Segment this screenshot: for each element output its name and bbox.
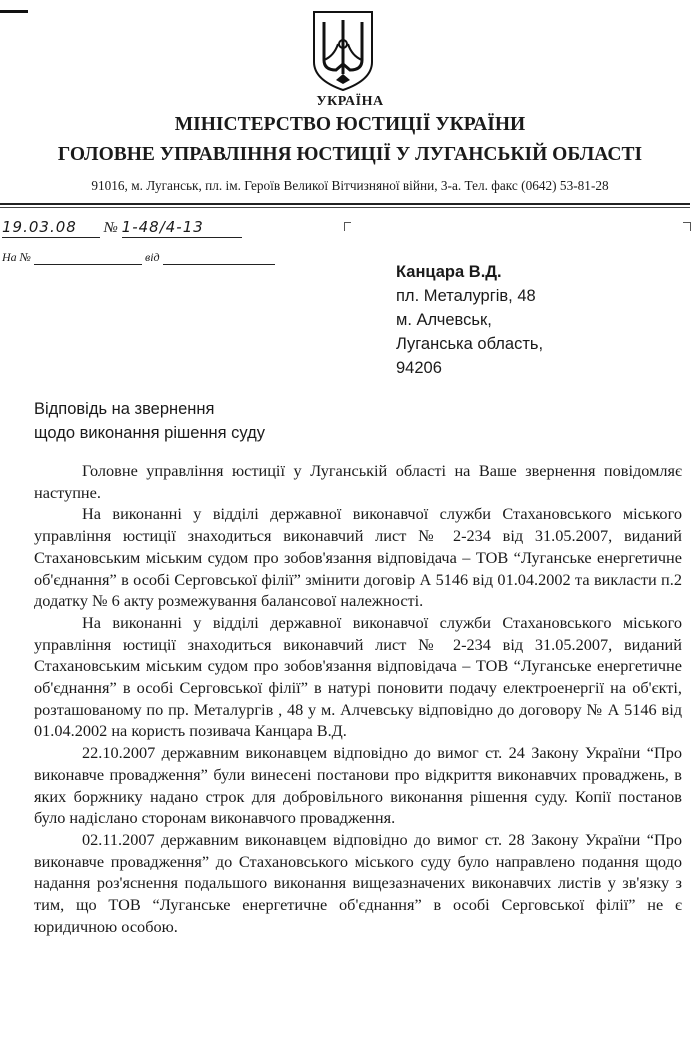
trident-emblem-icon xyxy=(308,8,378,92)
header-divider xyxy=(0,203,690,205)
recipient-city: м. Алчевськ, xyxy=(396,311,492,329)
address-corner-mark xyxy=(344,222,345,231)
registration-number-label: № xyxy=(103,220,118,236)
body-paragraph-4: 22.10.2007 державним виконавцем відповідно до вимог ст. 24 Закону України “Про виконавче провадження” були винесені постанови про відкриття виконавчих проваджень, в яких боржнику надано строк для добровільного виконання рішення суду. Копії постанов було надіслано сторонам виконавчого провадження. xyxy=(34,743,682,828)
recipient-name: Канцара В.Д. xyxy=(396,263,502,281)
body-paragraph-1: Головне управління юстиції у Луганській області на Ваше звернення повідомляє наступне. xyxy=(34,461,682,502)
registration-number-field xyxy=(122,218,242,238)
letter-body xyxy=(34,460,682,937)
ministry-name: МІНІСТЕРСТВО ЮСТИЦІЇ УКРАЇНИ xyxy=(174,114,526,135)
registration-number: 1-48/4-13 xyxy=(121,218,204,236)
registration-date: 19.03.08 xyxy=(2,218,77,236)
body-paragraph-3: На виконанні у відділі державної виконавчої служби Стахановського міського управління юстиції знаходиться виконавчий лист № 2-234 від 31.05.2007, виданий Стахановським міським судом про зобов'язання відповідача – ТОВ “Луганське енергетичне об'єднання” в особі Серговської філії” в натурі поновити подачу електроенергії на об'єкті, розташованому по пр. Металургів , 48 у м. Алчевську відповідно до договору № А 5146 від 01.04.2002 на користь позивача Канцара В.Д. xyxy=(34,612,682,741)
country-name: УКРАЇНА xyxy=(316,94,384,109)
department-name: ГОЛОВНЕ УПРАВЛІННЯ ЮСТИЦІЇ У ЛУГАНСЬКІЙ ОБЛАСТІ xyxy=(57,144,643,165)
department-address: 91016, м. Луганськ, пл. ім. Героїв Великої Вітчизняної війни, 3-а. Тел. факс (0642) 53-81-28 xyxy=(91,178,609,193)
subject-line-1: Відповідь на звернення xyxy=(34,400,215,418)
reply-to-blank xyxy=(34,252,142,265)
address-corner-mark xyxy=(344,222,351,223)
reply-to-label: На № xyxy=(2,250,31,264)
header-divider-thin xyxy=(0,207,690,208)
registration-date-field xyxy=(2,218,100,238)
body-paragraph-2: На виконанні у відділі державної виконавчої служби Стахановського міського управління юстиції знаходиться виконавчий лист № 2-234 від 31.05.2007, виданий Стахановським міським судом про зобов'язання відповідача – ТОВ “Луганське енергетичне об'єднання” в особі Серговської філії” змінити договір А 5146 від 01.04.2002 та викласти п.2 додатку № 6 акту розмежування балансової належності. xyxy=(34,504,682,611)
reply-reference-line xyxy=(2,250,275,265)
address-corner-mark xyxy=(690,222,691,231)
registration-line xyxy=(2,218,242,238)
address-corner-mark xyxy=(683,222,690,223)
body-paragraph-5: 02.11.2007 державним виконавцем відповідно до вимог ст. 28 Закону України “Про виконавче провадження” до Стахановського міського суду було направлено подання щодо надання роз'яснення подальшого виконання вищезазначених виконавчих листів у зв'язку з тим, що ТОВ “Луганське енергетичне об'єднання” в особі Серговської філії” не є юридичною особою. xyxy=(34,829,682,936)
margin-mark xyxy=(0,10,28,13)
recipient-street: пл. Металургів, 48 xyxy=(396,287,536,305)
recipient-postcode: 94206 xyxy=(396,359,442,377)
subject-line-2: щодо виконання рішення суду xyxy=(34,424,266,442)
recipient-region: Луганська область, xyxy=(396,335,544,353)
reply-from-blank xyxy=(163,252,275,265)
reply-from-label: від xyxy=(144,250,160,264)
